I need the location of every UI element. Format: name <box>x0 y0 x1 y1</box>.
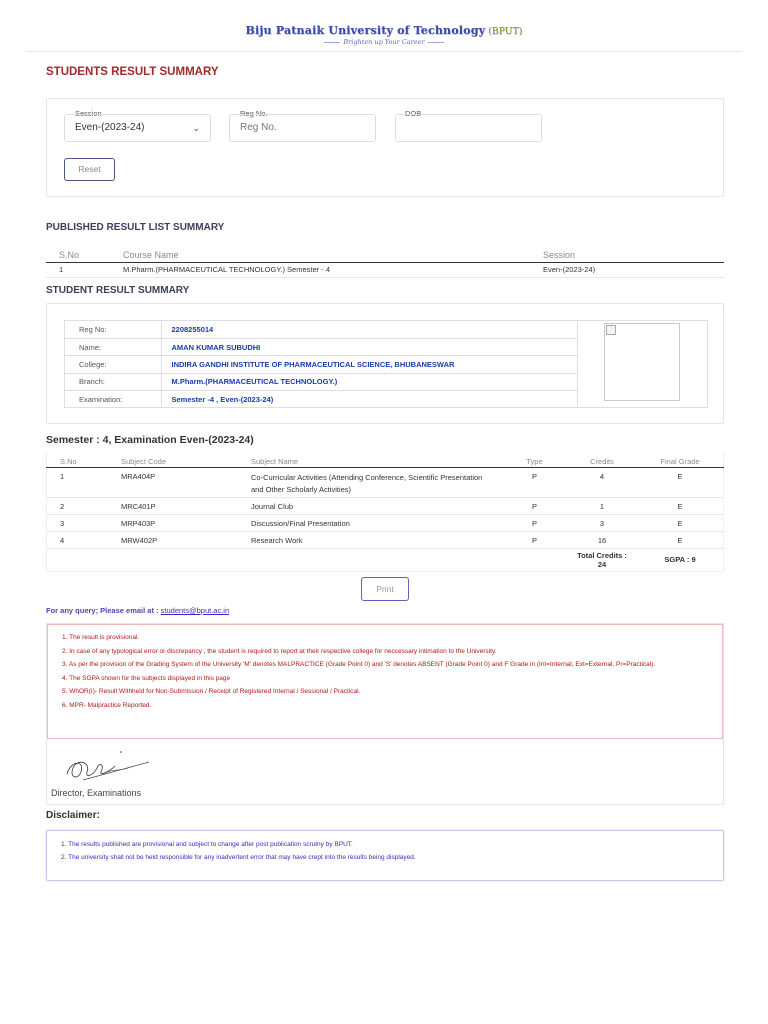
regno-placeholder: Reg No. <box>240 122 277 133</box>
row-sno: 1 <box>46 467 121 497</box>
row-subject-code: MRC401P <box>121 497 251 514</box>
table-row[interactable] <box>46 531 724 548</box>
row-credits: 4 <box>568 467 636 497</box>
total-credits-label: Total Credits : <box>577 550 627 560</box>
row-type: P <box>501 467 568 497</box>
info-value-college: INDIRA GANDHI INSTITUTE OF PHARMACEUTICAL SCIENCE, BHUBANESWAR <box>161 356 577 373</box>
col-sno: S.No <box>46 245 123 262</box>
col-sno: S.No <box>46 453 121 467</box>
note-item: 5. WhOR(I)- Result Withheld for Non-Submission / Receipt of Registered Internal / Sessional / Practical. <box>62 688 361 695</box>
page-title: STUDENTS RESULT SUMMARY <box>46 66 219 78</box>
row-credits: 3 <box>568 514 636 531</box>
row-course-name: M.Pharm.(PHARMACEUTICAL TECHNOLOGY.) Semester - 4 <box>123 262 543 277</box>
note-item: 3. As per the provision of the Grading System of the University 'M' denotes MALPRACTICE (Grade Point 0) and 'S' denotes ABSENT (Grade Point 0) and F Grade in (Int=Internal, Ext=External, Pr=Practical). <box>62 661 656 668</box>
info-value-examination: Semester -4 , Even-(2023-24) <box>171 395 274 404</box>
row-subject-name: Discussion/Final Presentation <box>251 514 501 531</box>
subject-table <box>46 453 724 569</box>
note-item: 1. The result is provisional. <box>62 634 140 641</box>
notes-box <box>47 624 723 739</box>
broken-image-icon <box>606 325 616 335</box>
total-row <box>46 548 724 569</box>
col-type: Type <box>501 453 568 467</box>
university-logo <box>26 24 742 37</box>
row-type: P <box>501 497 568 514</box>
note-item: 2. In case of any typological error or discrepancy , the student is required to report at their respective college for neccessary intimation to the University. <box>62 647 497 655</box>
session-select[interactable] <box>64 114 211 142</box>
row-subject-name: Research Work <box>251 531 501 548</box>
sgpa-value: SGPA : 9 <box>664 554 696 564</box>
row-final-grade: E <box>636 467 724 497</box>
query-text <box>46 606 229 615</box>
reset-button[interactable]: Reset <box>64 158 115 181</box>
query-label: For any query; Please email at : <box>46 606 159 615</box>
student-info-box <box>64 320 708 408</box>
university-tagline <box>26 38 742 46</box>
director-signature <box>63 750 153 784</box>
info-value-regno: 2208255014 <box>161 321 577 338</box>
col-credits: Credits <box>568 453 636 467</box>
table-row[interactable] <box>46 497 724 514</box>
university-name: Biju Patnaik University of Technology <box>245 24 486 37</box>
table-row[interactable] <box>46 262 724 277</box>
info-key: College: <box>65 356 161 373</box>
student-summary-title: STUDENT RESULT SUMMARY <box>46 285 190 296</box>
row-credits: 1 <box>568 497 636 514</box>
disclaimer-item: 2. The university shall not be held responsible for any inadvertent error that may have crept into the results being displayed. <box>61 854 416 861</box>
row-type: P <box>501 514 568 531</box>
row-subject-code: MRP403P <box>121 514 251 531</box>
disclaimer-item: 1. The results published are provisional and subject to change after post publication scrutny by BPUT. <box>61 841 353 848</box>
regno-label: Reg No. <box>240 109 268 118</box>
row-type: P <box>501 531 568 548</box>
table-row[interactable] <box>46 514 724 531</box>
total-credits-value: 24 <box>597 559 607 569</box>
col-subject-code: Subject Code <box>121 453 251 467</box>
row-sno: 4 <box>46 531 121 548</box>
info-row-regno <box>65 321 577 338</box>
disclaimer-box <box>46 830 724 881</box>
dob-input[interactable] <box>395 114 542 142</box>
university-abbr: (BPUT) <box>488 27 523 37</box>
row-subject-code: MRA404P <box>121 467 251 497</box>
semester-title: Semester : 4, Examination Even-(2023-24) <box>46 434 254 446</box>
note-item: 6. MPR- Malpractice Reported. <box>62 701 152 709</box>
dob-label: DOB <box>405 109 422 118</box>
col-subject-name: Subject Name <box>251 453 501 467</box>
search-form <box>46 98 724 197</box>
info-key: Examination: <box>65 391 161 408</box>
info-row-examination <box>65 391 577 408</box>
table-row[interactable] <box>46 467 724 497</box>
student-info-table <box>65 321 577 408</box>
row-subject-name: Journal Club <box>251 497 501 514</box>
row-sno: 1 <box>46 262 123 277</box>
disclaimer-title: Disclaimer: <box>46 810 100 821</box>
regno-input[interactable] <box>229 114 376 142</box>
notes-card <box>46 623 724 805</box>
info-row-college <box>65 356 577 373</box>
student-info-card <box>46 303 724 424</box>
col-final-grade: Final Grade <box>636 453 724 467</box>
photo-column <box>577 321 707 407</box>
row-sno: 3 <box>46 514 121 531</box>
print-button[interactable]: Print <box>361 577 409 601</box>
published-list-table <box>46 245 724 278</box>
col-session: Session <box>543 245 724 262</box>
info-value-name: AMAN KUMAR SUBUDHI <box>161 338 577 355</box>
support-email-link[interactable]: students@bput.ac.in <box>160 606 230 615</box>
info-value-branch: M.Pharm.(PHARMACEUTICAL TECHNOLOGY.) <box>161 373 577 390</box>
total-credits <box>568 548 636 569</box>
row-final-grade: E <box>636 497 724 514</box>
row-sno: 2 <box>46 497 121 514</box>
director-label: Director, Examinations <box>51 788 142 798</box>
row-final-grade: E <box>636 514 724 531</box>
row-subject-name: Co-Curricular Activities (Attending Conference, Scientific Presentation and Other Scholarly Activities) <box>251 467 501 497</box>
col-course-name: Course Name <box>123 245 543 262</box>
info-key: Branch: <box>65 373 161 390</box>
info-key: Reg No: <box>65 321 161 338</box>
note-item: 4. The SGPA shown for the subjects displayed in this page <box>62 674 231 682</box>
session-label: Session <box>75 109 102 118</box>
row-credits: 16 <box>568 531 636 548</box>
row-subject-code: MRW402P <box>121 531 251 548</box>
info-row-name <box>65 338 577 355</box>
row-final-grade: E <box>636 531 724 548</box>
student-photo <box>604 323 680 401</box>
info-row-branch <box>65 373 577 390</box>
tagline-text: Brighten up Your Career <box>343 38 425 46</box>
session-select-value: Even-(2023-24) <box>75 122 145 133</box>
published-list-title: PUBLISHED RESULT LIST SUMMARY <box>46 222 225 233</box>
chevron-down-icon: ⌄ <box>192 123 200 133</box>
row-session: Even-(2023-24) <box>543 262 724 277</box>
header <box>26 14 742 52</box>
info-key: Name: <box>65 338 161 355</box>
